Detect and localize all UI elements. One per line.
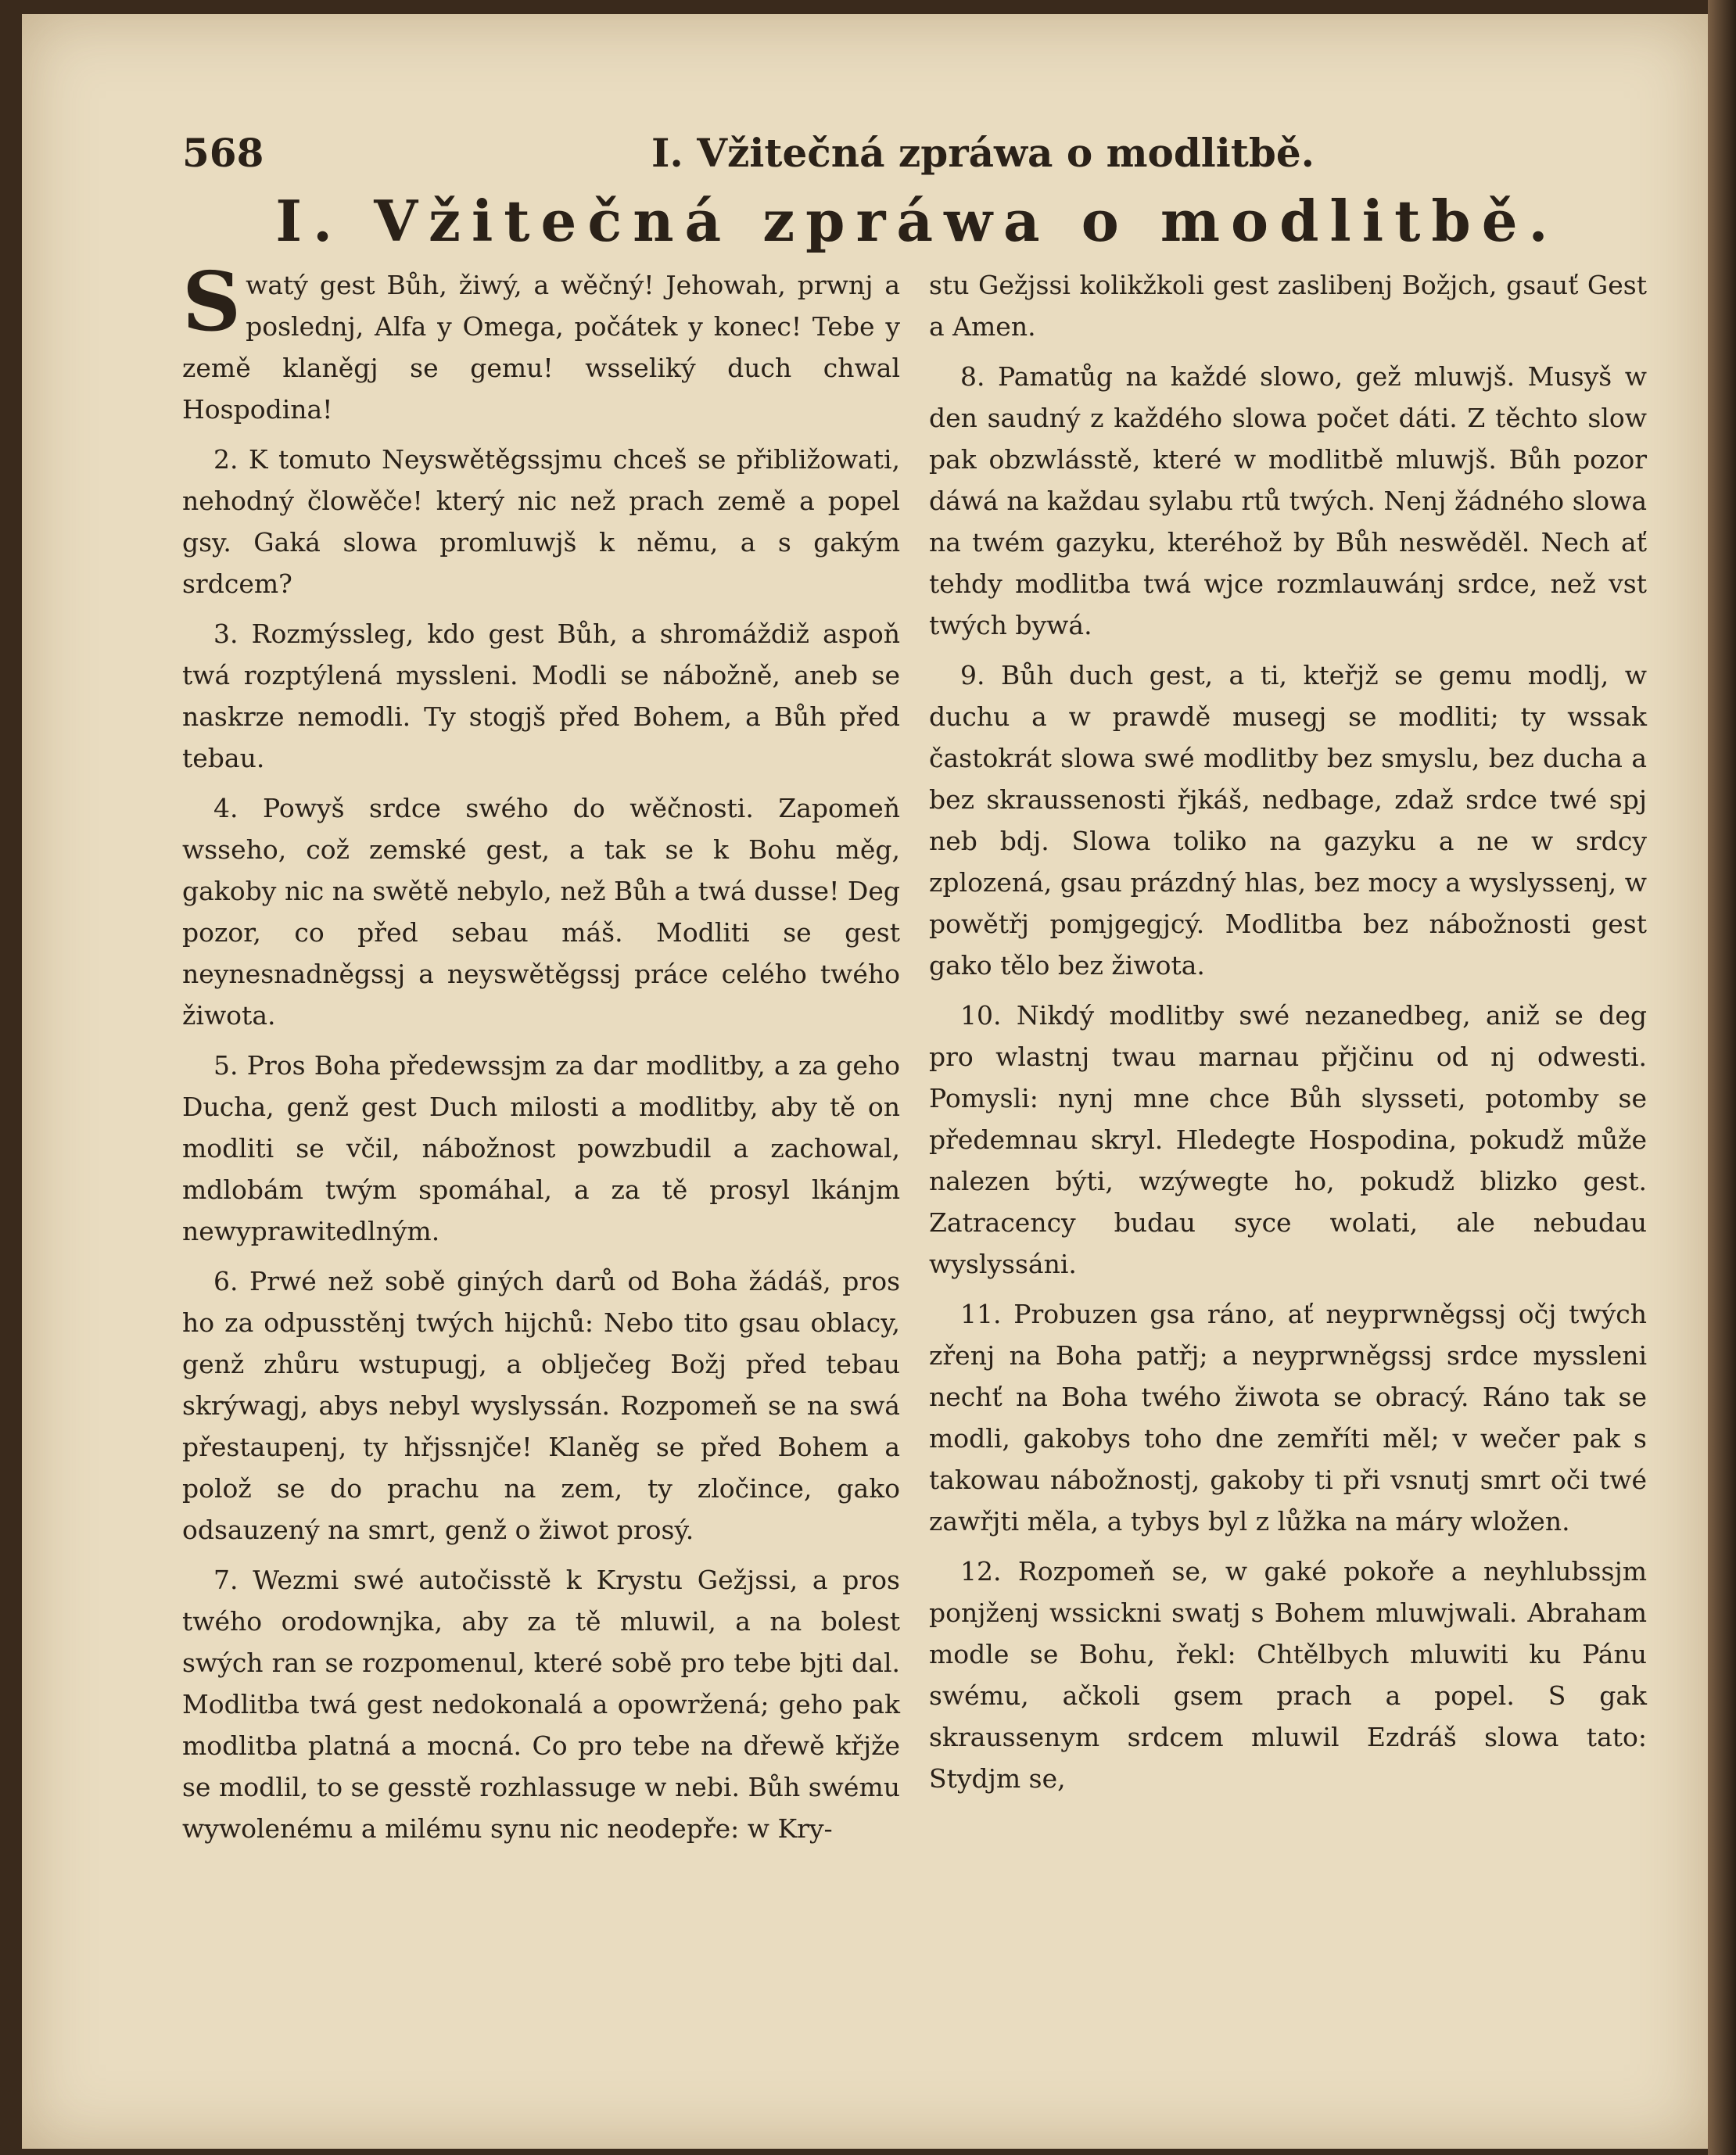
paragraph: 9. Bůh duch gest, a ti, kteřjž se gemu modlj, w duchu a w prawdě musegj se modliti; ty wssak častokrát slowa swé modlitby bez smyslu, bez ducha a bez skraussenosti řjkáš, nedbage, zdaž srdce twé spj neb bdj. Slowa toliko na gazyku a ne w srdcy zplozená, gsau prázdný hlas, bez mocy a wyslyssenj, w powětřj pomjgegjcý. Modlitba bez nábožnosti gest gako tělo bez žiwota. <box>929 660 1647 981</box>
paragraph: 4. Powyš srdce swého do wěčnosti. Zapomeň wsseho, což zemské gest, a tak se k Bohu měg, gakoby nic na swětě nebylo, než Bůh a twá dusse! Deg pozor, co před sebau máš. Modliti se gest neynesnadněgssj a neyswětěgssj práce celého twého žiwota. <box>182 793 900 1031</box>
page-title: I. Vžitečná zpráwa o modlitbě. <box>275 188 1559 254</box>
paragraph: stu Gežjssi kolikžkoli gest zaslibenj Božjch, gsauť Gest a Amen. <box>929 270 1647 342</box>
running-head <box>182 130 1652 185</box>
paragraph: 7. Wezmi swé autočisstě k Krystu Gežjssi, a pros twého orodownjka, aby za tě mluwil, a na bolest swých ran se rozpomenul, které sobě pro tebe bjti dal. Modlitba twá gest nedokonalá a opowržená; geho pak modlitba platná a mocná. Co pro tebe na dřewě křjže se modlil, to se gesstě rozhlassuge w nebi. Bůh swému wywolenému a milému synu nic neodepře: w Kry- <box>182 1565 900 1844</box>
paragraph: 10. Nikdý modlitby swé nezanedbeg, aniž se deg pro wlastnj twau marnau přjčinu od nj odwesti. Pomysli: nynj mne chce Bůh slysseti, potomby se předemnau skryl. Hledegte Hospodina, pokudž může nalezen býti, wzýwegte ho, pokudž blizko gest. Zatracency budau syce wolati, ale nebudau wyslyssáni. <box>929 1000 1647 1279</box>
drop-cap: S <box>182 253 242 350</box>
paragraph-text: watý gest Bůh, žiwý, a wěčný! Jehowah, prwnj a poslednj, Alfa y Omega, počátek y konec! Tebe y země klaněgj se gemu! wsseliký duch chwal Hospodina! <box>182 270 900 425</box>
paragraph: 8. Pamatůg na každé slowo, gež mluwjš. Musyš w den saudný z každého slowa počet dáti. Z těchto slow pak obzwlásstě, které w modlitbě mluwjš. Bůh pozor dáwá na každau sylabu rtů twých. Nenj žádného slowa na twém gazyku, kteréhož by Bůh neswěděl. Nech ať tehdy modlitba twá wjce rozmlauwánj srdce, než vst twých bywá. <box>929 361 1647 640</box>
paragraph: 12. Rozpomeň se, w gaké pokoře a neyhlubssjm ponjženj wssickni swatj s Bohem mluwjwali. Abraham modle se Bohu, řekl: Chtělbych mluwiti ku Pánu swému, ačkoli gsem prach a popel. S gak skraussenym srdcem mluwil Ezdráš slowa tato: Stydjm se, <box>929 1556 1647 1794</box>
paragraph: 5. Pros Boha předewssjm za dar modlitby, a za geho Ducha, genž gest Duch milosti a modlitby, aby tě on modliti se včil, nábožnost powzbudil a zachowal, mdlobám twým spomáhal, a za tě prosyl lkánjm newyprawitedlným. <box>182 1050 900 1246</box>
paragraph: 6. Prwé než sobě giných darů od Boha žádáš, pros ho za odpusstěnj twých hijchů: Nebo tito gsau oblacy, genž zhůru wstupugj, a oblječeg Božj před tebau skrýwagj, abys nebyl wyslyssán. Rozpomeň se na swá přestaupenj, ty hřjssnjče! Klaněg se před Bohem a polož se do prachu na zem, ty zločince, gako odsauzený na smrt, genž o žiwot prosý. <box>182 1266 900 1545</box>
right-column <box>929 264 1647 1808</box>
paragraph <box>182 253 900 430</box>
book-page <box>22 14 1708 2149</box>
paragraph: 2. K tomuto Neyswětěgssjmu chceš se přibližowati, nehodný člowěče! který nic než prach země a popel gsy. Gaká slowa promluwjš k němu, a s gakým srdcem? <box>182 444 900 599</box>
page-number: 568 <box>182 130 264 176</box>
paragraph: 11. Probuzen gsa ráno, ať neyprwněgssj očj twých zřenj na Boha patřj; a neyprwněgssj srdce myssleni nechť na Boha twého žiwota se obracý. Ráno tak se modli, gakobys toho dne zemříti měl; v wečer pak s takowau nábožnostj, gakoby ti při vsnutj smrt oči twé zawřjti měla, a tybys byl z lůžka na máry wložen. <box>929 1299 1647 1536</box>
running-title: I. Vžitečná zpráwa o modlitbě. <box>651 130 1315 176</box>
paragraph: 3. Rozmýssleg, kdo gest Bůh, a shromáždiž aspoň twá rozptýlená myssleni. Modli se nábožně, aneb se naskrze nemodli. Ty stogjš před Bohem, a Bůh před tebau. <box>182 619 900 773</box>
book-gutter <box>1708 0 1736 2155</box>
left-column <box>182 253 900 1858</box>
